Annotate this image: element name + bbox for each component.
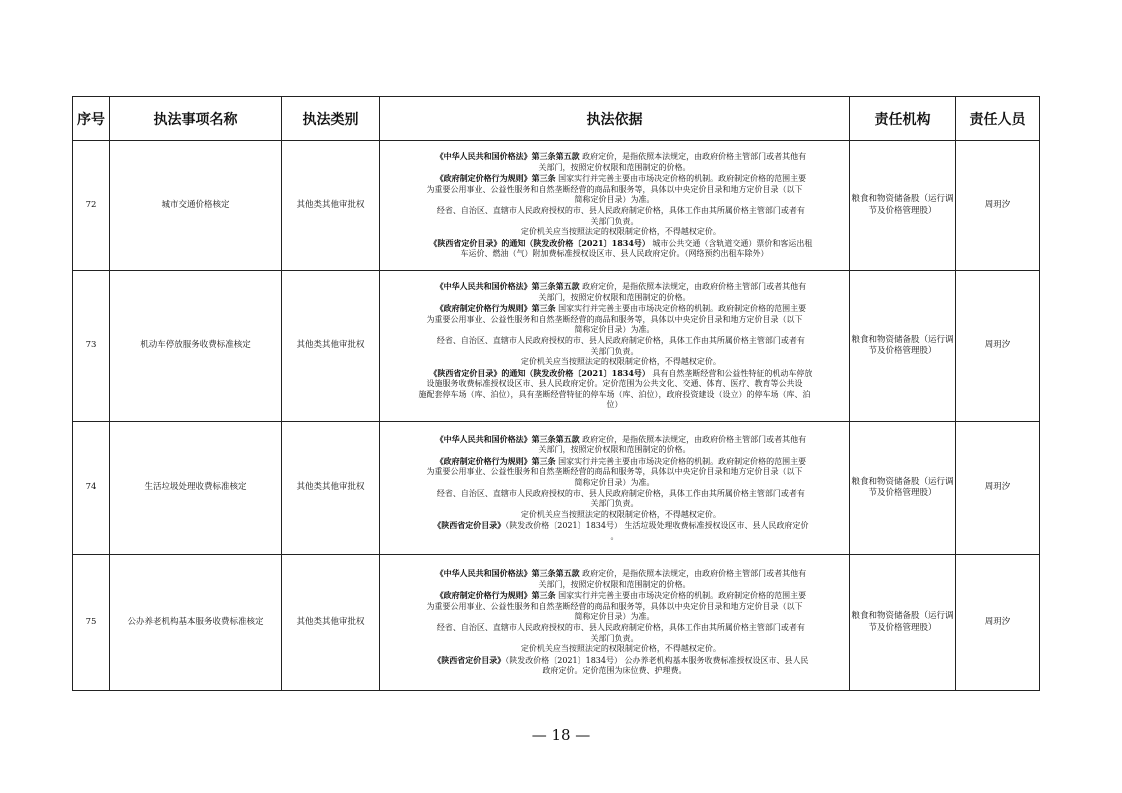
cell-basis xyxy=(380,555,850,691)
basis-text: 定价机关应当按照法定的权限制定价格，不得越权定价。 xyxy=(520,509,721,519)
cell-org: 粮食和物资储备股（运行调节及价格管理股） xyxy=(850,555,956,691)
cell-category: 其他类其他审批权 xyxy=(282,271,380,422)
enforcement-table xyxy=(72,96,1040,691)
basis-line xyxy=(380,238,849,250)
basis-text: 为重要公用事业、公益性服务和自然垄断经营的商品和服务等，具体以中央定价目录和地方定价目录（以下 xyxy=(426,184,803,194)
basis-line xyxy=(380,347,849,358)
basis-line xyxy=(380,666,849,677)
basis-line xyxy=(380,602,849,613)
cell-item-name: 机动车停放服务收费标准核定 xyxy=(110,271,282,422)
basis-line xyxy=(380,249,849,260)
table-row xyxy=(73,555,1040,691)
page-number: — 18 — xyxy=(531,726,591,744)
basis-text: 车运价、燃油（气）附加费标准授权设区市、县人民政府定价。（网络预约出租车除外） xyxy=(460,249,769,259)
basis-text: 简称定价目录）为准。 xyxy=(574,195,655,205)
basis-citation: 《政府制定价格行为规则》第三条 xyxy=(435,303,556,314)
basis-text: 简称定价目录）为准。 xyxy=(574,477,655,487)
basis-line xyxy=(380,623,849,634)
basis-text: 设施服务收费标准授权设区市、县人民政府定价。定价范围为公共文化、交通、体育、医疗、教育等公共设 xyxy=(426,379,803,389)
basis-line xyxy=(380,303,849,315)
basis-line xyxy=(380,634,849,645)
table-row xyxy=(73,422,1040,555)
cell-item-name: 公办养老机构基本服务收费标准核定 xyxy=(110,555,282,691)
basis-citation: 《中华人民共和国价格法》第三条第五款 xyxy=(435,568,580,579)
basis-text: 政府定价，是指依照本法规定，由政府价格主管部门或者其他有 xyxy=(579,281,807,291)
basis-line xyxy=(380,390,849,401)
basis-line xyxy=(380,580,849,591)
basis-line xyxy=(380,293,849,304)
basis-line xyxy=(380,445,849,456)
basis-text: 经省、自治区、直辖市人民政府授权的市、县人民政府制定价格，具体工作由其所属价格主管部门或者有 xyxy=(436,488,805,498)
basis-citation: 《中华人民共和国价格法》第三条第五款 xyxy=(435,151,580,162)
table-row xyxy=(73,271,1040,422)
basis-text: 位） xyxy=(606,400,623,410)
basis-text: 国家实行并完善主要由市场决定价格的机制。政府制定价格的范围主要 xyxy=(555,174,807,184)
basis-text: 关部门负责。 xyxy=(590,216,639,226)
basis-line xyxy=(380,185,849,196)
basis-text: 城市公共交通（含轨道交通）票价和客运出租 xyxy=(649,238,813,248)
cell-serial: 73 xyxy=(73,271,110,422)
basis-text: 政府定价，是指依照本法规定，由政府价格主管部门或者其他有 xyxy=(579,434,807,444)
basis-text: 简称定价目录）为准。 xyxy=(574,325,655,335)
basis-text: （陕发改价格〔2021〕1834号） 生活垃圾处理收费标准授权设区市、县人民政府定价 xyxy=(505,521,809,531)
header-basis: 执法依据 xyxy=(380,97,850,141)
basis-text: 简称定价目录）为准。 xyxy=(574,612,655,622)
basis-citation: 《陕西省定价目录》 xyxy=(433,520,506,531)
basis-text: 经省、自治区、直辖市人民政府授权的市、县人民政府制定价格，具体工作由其所属价格主管部门或者有 xyxy=(436,335,805,345)
basis-line xyxy=(380,434,849,446)
basis-line xyxy=(380,336,849,347)
basis-text: 。 xyxy=(610,531,619,541)
header-item-name: 执法事项名称 xyxy=(110,97,282,141)
basis-line xyxy=(380,217,849,228)
cell-category: 其他类其他审批权 xyxy=(282,422,380,555)
table-header-row xyxy=(73,97,1040,141)
basis-line xyxy=(380,456,849,468)
basis-line xyxy=(380,400,849,411)
basis-line xyxy=(380,644,849,655)
header-person: 责任人员 xyxy=(956,97,1040,141)
basis-citation: 《陕西省定价目录》 xyxy=(433,654,506,665)
cell-org: 粮食和物资储备股（运行调节及价格管理股） xyxy=(850,141,956,271)
basis-text: 定价机关应当按照法定的权限制定价格，不得越权定价。 xyxy=(520,357,721,367)
cell-item-name: 生活垃圾处理收费标准核定 xyxy=(110,422,282,555)
basis-citation: 《中华人民共和国价格法》第三条第五款 xyxy=(435,433,580,444)
cell-serial: 72 xyxy=(73,141,110,271)
basis-text: 为重要公用事业、公益性服务和自然垄断经营的商品和服务等，具体以中央定价目录和地方定价目录（以下 xyxy=(426,314,803,324)
basis-line xyxy=(380,227,849,238)
header-category: 执法类别 xyxy=(282,97,380,141)
basis-text: （陕发改价格〔2021〕1834号） 公办养老机构基本服务收费标准授权设区市、县人民 xyxy=(505,655,809,665)
header-serial: 序号 xyxy=(73,97,110,141)
basis-text: 关部门负责。 xyxy=(590,346,639,356)
cell-org: 粮食和物资储备股（运行调节及价格管理股） xyxy=(850,422,956,555)
basis-text: 政府定价，是指依照本法规定，由政府价格主管部门或者其他有 xyxy=(579,569,807,579)
basis-line xyxy=(380,590,849,602)
basis-line xyxy=(380,368,849,380)
cell-person: 周玥汐 xyxy=(956,141,1040,271)
basis-line xyxy=(380,315,849,326)
basis-citation: 《政府制定价格行为规则》第三条 xyxy=(435,173,556,184)
basis-line xyxy=(380,195,849,206)
basis-text: 定价机关应当按照法定的权限制定价格，不得越权定价。 xyxy=(520,227,721,237)
cell-category: 其他类其他审批权 xyxy=(282,555,380,691)
basis-line xyxy=(380,151,849,163)
cell-basis xyxy=(380,271,850,422)
basis-line xyxy=(380,206,849,217)
basis-text: 经省、自治区、直辖市人民政府授权的市、县人民政府制定价格，具体工作由其所属价格主管部门或者有 xyxy=(436,623,805,632)
basis-citation: 《政府制定价格行为规则》第三条 xyxy=(435,590,556,601)
basis-text: 国家实行并完善主要由市场决定价格的机制。政府制定价格的范围主要 xyxy=(555,456,807,466)
basis-citation: 《政府制定价格行为规则》第三条 xyxy=(435,455,556,466)
basis-text: 施配套停车场（库、泊位），具有垄断经营特征的停车场（库、泊位），政府投资建设（设立）的停车场（库、泊 xyxy=(418,389,811,399)
cell-serial: 75 xyxy=(73,555,110,691)
basis-text: 关部门负责。 xyxy=(590,633,639,643)
basis-text: 具有自然垄断经营和公益性特征的机动车停放 xyxy=(649,368,813,378)
basis-text: 政府定价，是指依照本法规定，由政府价格主管部门或者其他有 xyxy=(579,152,807,162)
basis-text: 关部门，按照定价权限和范围制定的价格。 xyxy=(538,579,691,589)
cell-basis xyxy=(380,422,850,555)
basis-line xyxy=(380,478,849,489)
basis-line xyxy=(380,520,849,532)
table-row xyxy=(73,141,1040,271)
cell-person: 周玥汐 xyxy=(956,555,1040,691)
cell-serial: 74 xyxy=(73,422,110,555)
basis-line xyxy=(380,379,849,390)
basis-line xyxy=(380,281,849,293)
basis-citation: 《中华人民共和国价格法》第三条第五款 xyxy=(435,280,580,291)
basis-text: 关部门，按照定价权限和范围制定的价格。 xyxy=(538,162,691,172)
basis-text: 关部门负责。 xyxy=(590,499,639,509)
basis-line xyxy=(380,163,849,174)
cell-person: 周玥汐 xyxy=(956,422,1040,555)
header-org: 责任机构 xyxy=(850,97,956,141)
cell-item-name: 城市交通价格核定 xyxy=(110,141,282,271)
basis-line xyxy=(380,532,849,543)
basis-line xyxy=(380,499,849,510)
basis-text: 关部门，按照定价权限和范围制定的价格。 xyxy=(538,445,691,455)
basis-line xyxy=(380,467,849,478)
cell-person: 周玥汐 xyxy=(956,271,1040,422)
basis-text: 国家实行并完善主要由市场决定价格的机制。政府制定价格的范围主要 xyxy=(555,591,807,601)
basis-text: 为重要公用事业、公益性服务和自然垄断经营的商品和服务等，具体以中央定价目录和地方定价目录（以下 xyxy=(426,601,803,611)
cell-category: 其他类其他审批权 xyxy=(282,141,380,271)
cell-org: 粮食和物资储备股（运行调节及价格管理股） xyxy=(850,271,956,422)
basis-line xyxy=(380,357,849,368)
basis-line xyxy=(380,612,849,623)
basis-text: 关部门，按照定价权限和范围制定的价格。 xyxy=(538,292,691,302)
basis-line xyxy=(380,489,849,500)
basis-text: 政府定价。定价范围为床位费、护理费。 xyxy=(542,666,687,676)
basis-citation: 《陕西省定价目录》的通知（陕发改价格〔2021〕1834号） xyxy=(429,237,650,248)
basis-text: 国家实行并完善主要由市场决定价格的机制。政府制定价格的范围主要 xyxy=(555,304,807,314)
basis-line xyxy=(380,568,849,580)
basis-line xyxy=(380,173,849,185)
basis-text: 为重要公用事业、公益性服务和自然垄断经营的商品和服务等，具体以中央定价目录和地方定价目录（以下 xyxy=(426,467,803,477)
basis-text: 经省、自治区、直辖市人民政府授权的市、县人民政府制定价格，具体工作由其所属价格主管部门或者有 xyxy=(436,206,805,215)
basis-line xyxy=(380,325,849,336)
basis-text: 定价机关应当按照法定的权限制定价格，不得越权定价。 xyxy=(520,644,721,654)
basis-citation: 《陕西省定价目录》的通知（陕发改价格〔2021〕1834号） xyxy=(429,367,650,378)
basis-line xyxy=(380,510,849,521)
cell-basis xyxy=(380,141,850,271)
basis-line xyxy=(380,655,849,667)
